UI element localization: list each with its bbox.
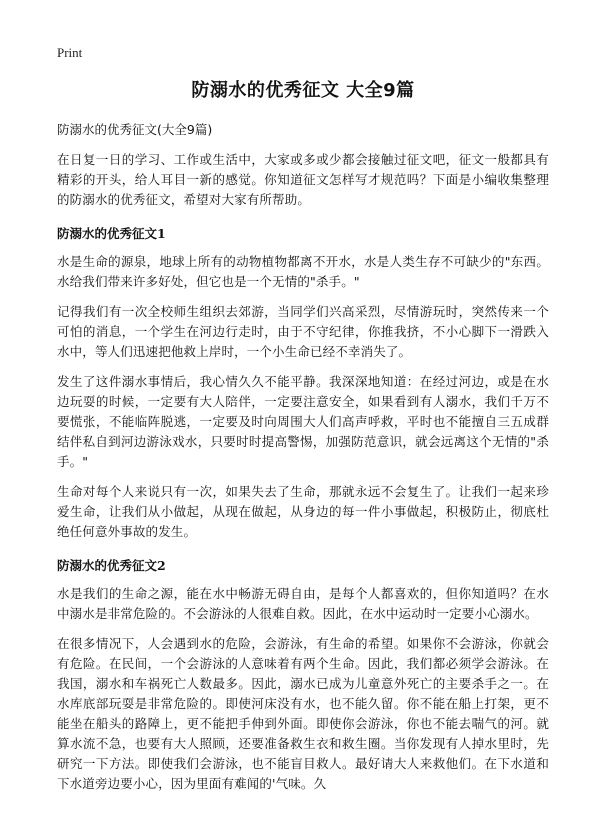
section-1-paragraph-1: 水是生命的源泉，地球上所有的动物植物都离不开水，水是人类生存不可缺少的"东西。水给我们带来许多好处，但它也是一个无情的"杀手。" [57,254,549,289]
section-heading-2: 防溺水的优秀征文2 [57,558,166,573]
document-title: 防溺水的优秀征文 大全9篇 [191,80,415,101]
section-heading-1: 防溺水的优秀征文1 [57,226,166,241]
section-1-paragraph-4: 生命对每个人来说只有一次，如果失去了生命，那就永远不会复生了。让我们一起来珍爱生命，让我们从小做起，从现在做起，从身边的每一件小事做起，积极防止，彻底杜绝任何意外事故的发生。 [57,484,549,539]
section-2-paragraph-1: 水是我们的生命之源，能在水中畅游无碍自由，是每个人都喜欢的，但你知道吗？在水中溺水是非常危险的。不会游泳的人很难自救。因此，在水中运动时一定要小心溺水。 [57,586,549,621]
document-subtitle: 防溺水的优秀征文(大全9篇) [57,122,213,137]
print-link[interactable]: Print [57,45,83,60]
section-1-paragraph-2: 记得我们有一次全校师生组织去郊游，当同学们兴高采烈，尽情游玩时，突然传来一个可怕的消息，一个学生在河边行走时，由于不守纪律，你推我挤，不小心脚下一滑跌入水中，等人们迅速把他救上岸时，一个小生命已经不幸消失了。 [57,304,549,359]
intro-paragraph: 在日复一日的学习、工作或生活中，大家或多或少都会接触过征文吧，征文一般都具有精彩的开头，给人耳目一新的感觉。你知道征文怎样写才规范吗？下面是小编收集整理的防溺水的优秀征文，希望对大家有所帮助。 [57,152,549,207]
section-2-paragraph-2: 在很多情况下，人会遇到水的危险，会游泳，有生命的希望。如果你不会游泳，你就会有危险。在民间，一个会游泳的人意味着有两个生命。因此，我们都必须学会游泳。在我国，溺水和车祸死亡人数最多。因此，溺水已成为儿童意外死亡的主要杀手之一。在水库底部玩耍是非常危险的。即使河床没有水，也不能久留。你不能在船上打架，更不能坐在船头的路障上，更不能把手伸到外面。即使你会游泳，你也不能去喘气的河。就算水流不急，也要有大人照顾，还要准备救生衣和救生圈。当你发现有人掉水里时，先研究一下方法。即使我们会游泳，也不能盲目救人。最好请大人来救他们。在下水道和下水道旁边要小心，因为里面有难闻的'气味。久 [57,636,549,791]
document-page [57,42,549,794]
section-1-paragraph-3: 发生了这件溺水事情后，我心情久久不能平静。我深深地知道：在经过河边，或是在水边玩耍的时候，一定要有大人陪伴，一定要注意安全，如果看到有人溺水，我们千万不要慌张，不能临阵脱逃，一定要及时向周围大人们高声呼救，平时也不能擅自三五成群结伴私自到河边游泳戏水，只要时时提高警惕，加强防范意识，就会远离这个无情的"杀手。" [57,374,549,469]
